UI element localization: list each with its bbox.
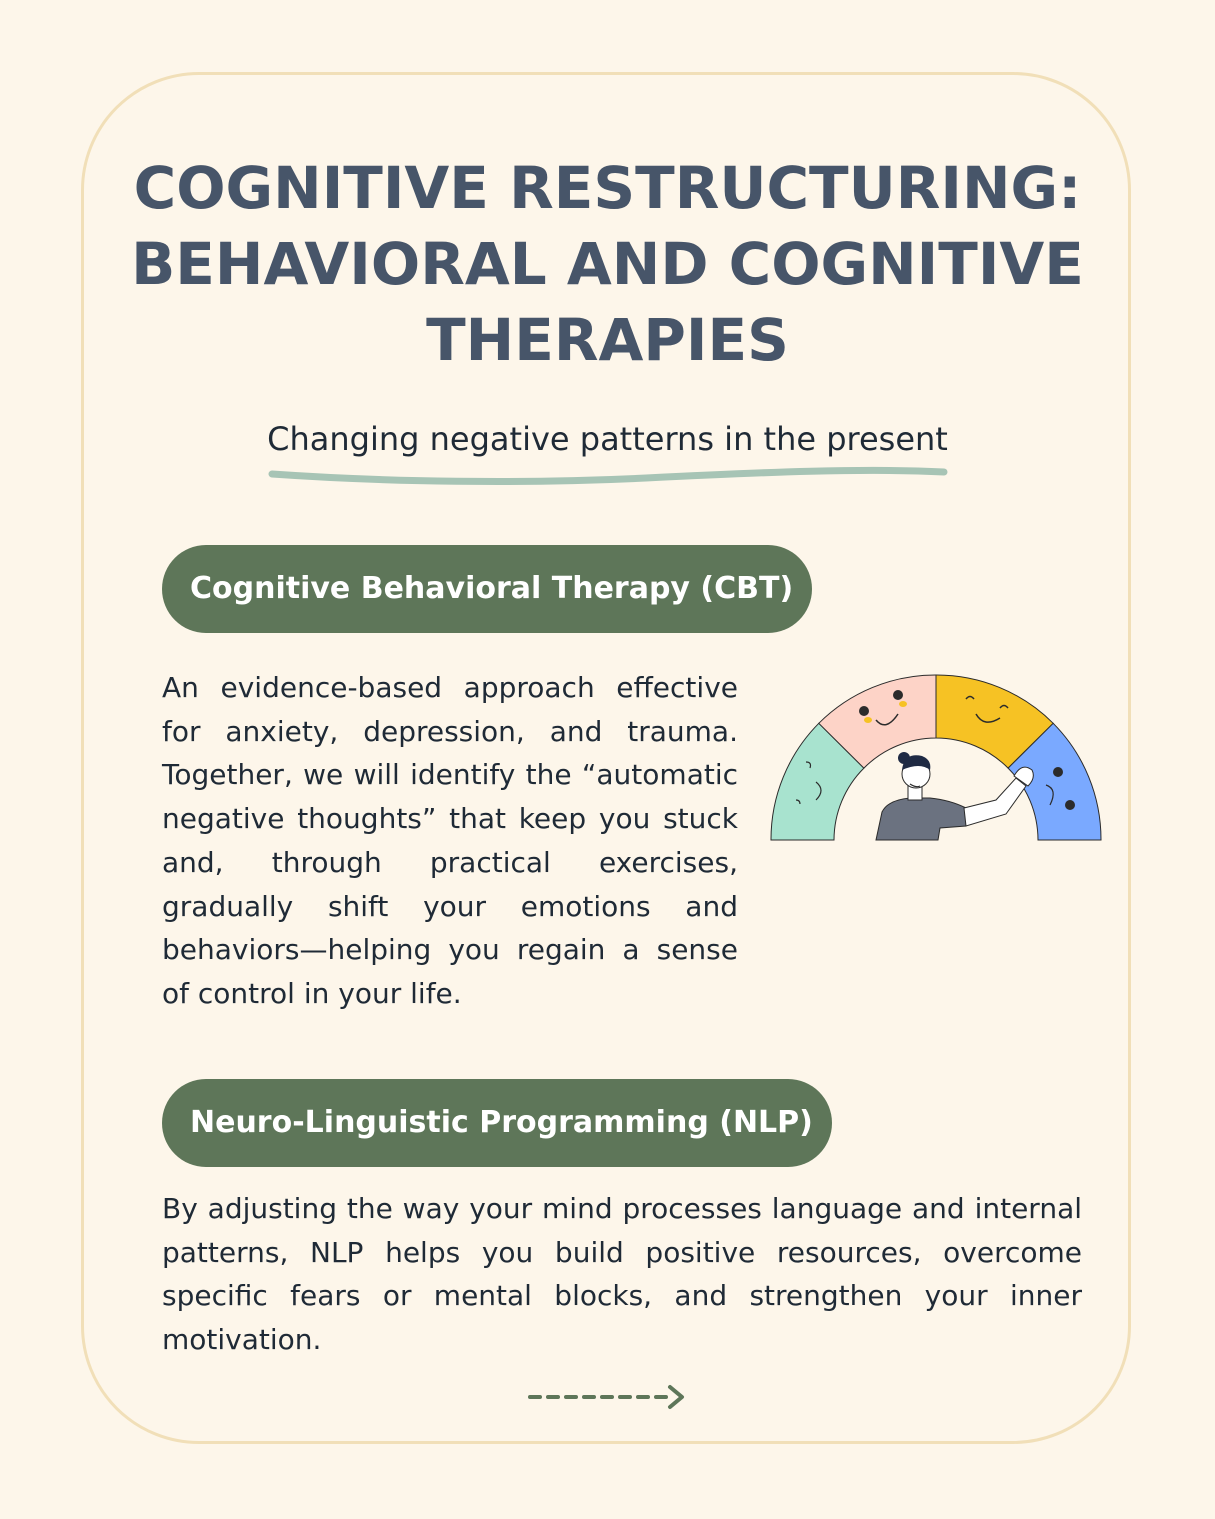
subtitle: Changing negative patterns in the present: [267, 420, 948, 458]
cbt-description: An evidence-based approach effective for anxiety, depression, and trauma. Together, we will identify the “automatic negative thoughts” that keep you stuck and, through practical exercises, gradually shift your emotions and behaviors—helping you regain a sense of control in your life.: [162, 671, 738, 1010]
cbt-heading: Cognitive Behavioral Therapy (CBT): [162, 545, 812, 633]
title-line-2: BEHAVIORAL AND COGNITIVE: [131, 230, 1084, 298]
emotion-gauge-illustration-icon: [770, 662, 1102, 844]
title-line-3: THERAPIES: [426, 306, 789, 374]
nlp-heading: Neuro-Linguistic Programming (NLP): [162, 1079, 832, 1167]
page-title: [100, 150, 1115, 378]
dashed-arrow-right-icon[interactable]: [528, 1382, 690, 1412]
subtitle-underline-icon: [266, 462, 950, 486]
nlp-description: By adjusting the way your mind processes language and internal patterns, NLP helps you build positive resources, overcome specific fears or mental blocks, and strengthen your inner motivation.: [162, 1192, 1082, 1357]
title-line-1: COGNITIVE RESTRUCTURING:: [133, 154, 1082, 222]
